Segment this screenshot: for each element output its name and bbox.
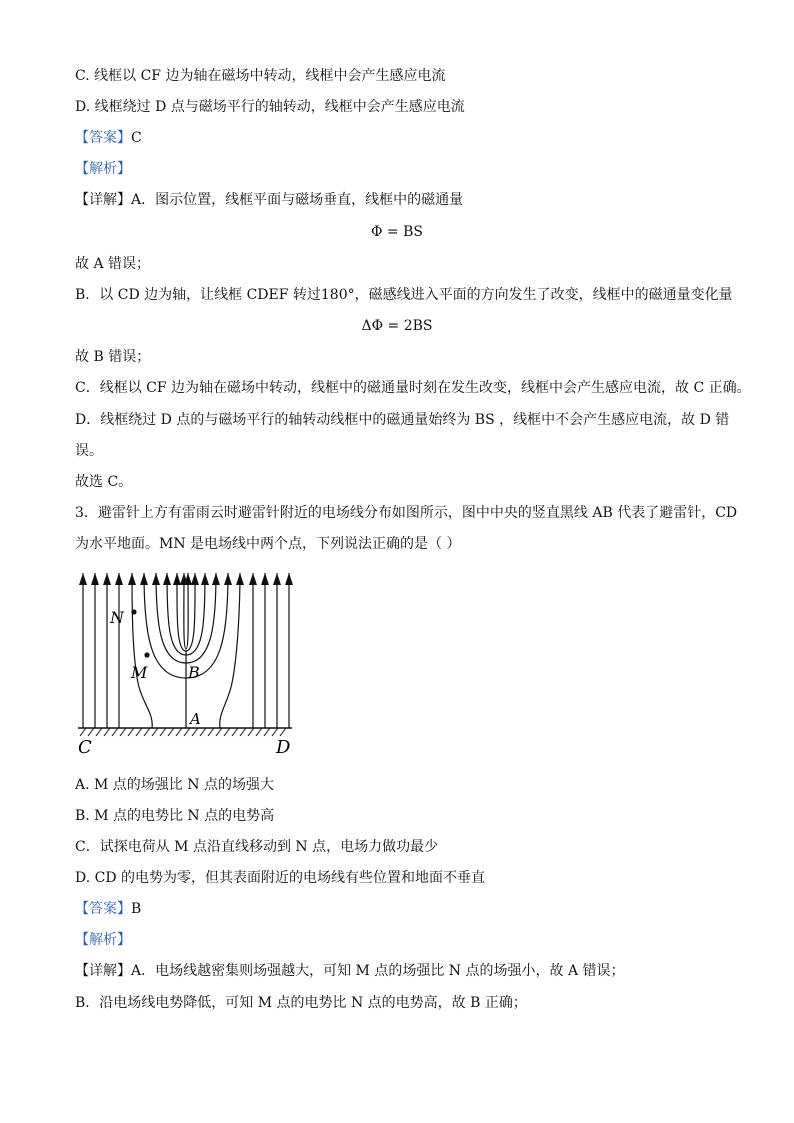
point-n <box>131 609 136 614</box>
detail-d-1: D．线框绕过 D 点的与磁场平行的轴转动线框中的磁通量始终为 BS ，线框中不会产生感应电流，故 D 错 <box>75 412 730 428</box>
answer-2 <box>75 899 141 919</box>
analysis-tag-2: 【解析】 <box>75 932 131 948</box>
detail-c: C．线框以 CF 边为轴在磁场中转动，线框中的磁通量时刻在发生改变，线框中会产生感应电流，故 C 正确。 <box>75 380 751 396</box>
equation-2: ΔΦ = 2BS <box>361 318 433 334</box>
answer-value: C <box>131 130 142 146</box>
option-c-prev: C. 线框以 CF 边为轴在磁场中转动，线框中会产生感应电流 <box>75 68 446 84</box>
option-a: A. M 点的场强比 N 点的场强大 <box>75 777 274 793</box>
detail-1: 【详解】A．图示位置，线框平面与磁场垂直，线框中的磁通量 <box>75 192 464 208</box>
question-3-line-1: 3．避雷针上方有雷雨云时避雷针附近的电场线分布如图所示，图中中央的竖直黑线 AB 代表了避雷针，CD <box>75 505 738 521</box>
label-c: C <box>78 737 92 758</box>
label-a: A <box>190 710 201 728</box>
detail-2-b: B．沿电场线电势降低，可知 M 点的电势比 N 点的电势高，故 B 正确； <box>75 995 527 1011</box>
option-c: C．试探电荷从 M 点沿直线移动到 N 点，电场力做功最少 <box>75 839 439 855</box>
label-n: N <box>110 608 124 627</box>
option-b: B. M 点的电势比 N 点的电势高 <box>75 808 275 824</box>
detail-2: 【详解】A．电场线越密集则场强越大，可知 M 点的场强比 N 点的场强小，故 A 错误； <box>75 963 625 979</box>
label-d: D <box>276 737 291 758</box>
label-m: M <box>131 663 148 682</box>
field-line <box>186 573 216 663</box>
equation-1: Φ = BS <box>371 224 423 240</box>
field-line <box>156 573 186 663</box>
b-wrong: 故 B 错误； <box>75 349 151 365</box>
detail-d-2: 误。 <box>75 443 103 459</box>
field-line <box>220 573 240 728</box>
question-3-line-2: 为水平地面。MN 是电场线中两个点，下列说法正确的是（ ） <box>75 536 461 552</box>
answer-1 <box>75 128 142 148</box>
electric-field-figure <box>70 563 300 763</box>
analysis-tag-1: 【解析】 <box>75 161 131 177</box>
option-d: D. CD 的电势为零，但其表面附近的电场线有些位置和地面不垂直 <box>75 870 486 886</box>
option-d-prev: D. 线框绕过 D 点与磁场平行的轴转动，线框中会产生感应电流 <box>75 99 465 115</box>
point-m <box>144 652 149 657</box>
answer-tag: 【答案】 <box>75 130 131 146</box>
answer-value: B <box>131 901 142 917</box>
choose-c: 故选 C。 <box>75 474 133 490</box>
detail-b: B．以 CD 边为轴，让线框 CDEF 转过180°，磁感线进入平面的方向发生了改变，线框中的磁通量变化量 <box>75 287 733 303</box>
ground-hatching <box>80 728 286 736</box>
label-b: B <box>188 663 200 682</box>
a-wrong: 故 A 错误； <box>75 256 151 272</box>
field-line <box>132 573 152 728</box>
answer-tag: 【答案】 <box>75 901 131 917</box>
